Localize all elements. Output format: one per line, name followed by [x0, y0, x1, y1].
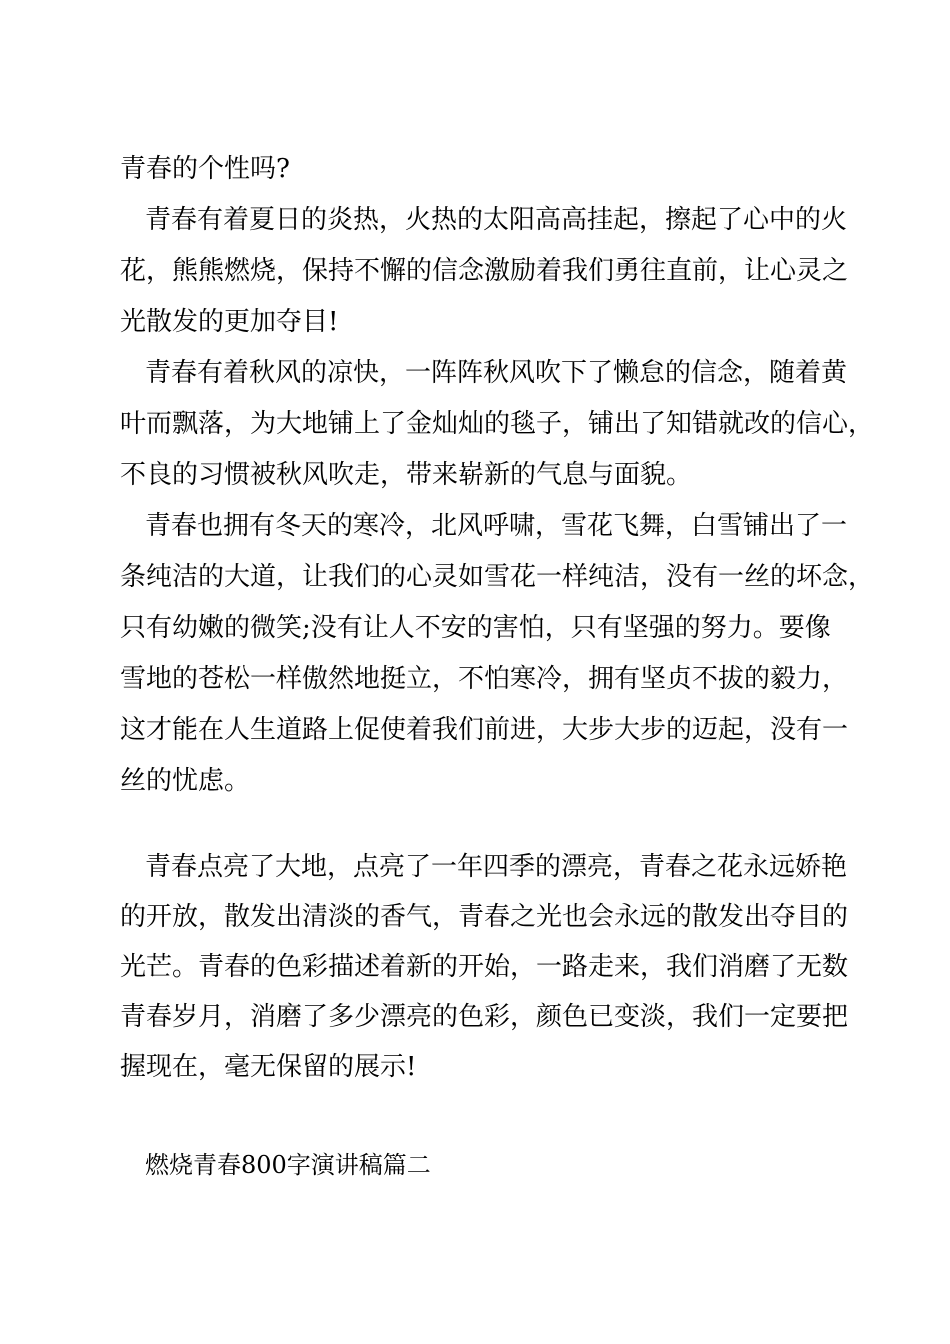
text-line: 叶而飘落，为大地铺上了金灿灿的毯子，铺出了知错就改的信心，: [120, 409, 875, 439]
text-line: 雪地的苍松一样傲然地挺立，不怕寒冷，拥有坚贞不拔的毅力，: [120, 664, 849, 694]
text-line: 只有幼嫩的微笑;没有让人不安的害怕，只有坚强的努力。要像: [120, 613, 831, 643]
text-line: 的开放，散发出清淡的香气，青春之光也会永远的散发出夺目的: [120, 902, 849, 932]
text-line: 青春点亮了大地，点亮了一年四季的漂亮，青春之花永远娇艳: [145, 852, 848, 882]
section-heading: 燃烧青春800字演讲稿篇二: [145, 1151, 431, 1179]
text-line: 握现在，毫无保留的展示!: [120, 1052, 417, 1082]
text-line: 青春有着秋风的凉快，一阵阵秋风吹下了懒怠的信念，随着黄: [145, 358, 848, 388]
text-line: 不良的习惯被秋风吹走，带来崭新的气息与面貌。: [120, 460, 693, 490]
text-line: 光散发的更加夺目!: [120, 307, 339, 337]
text-line: 青春的个性吗?: [120, 154, 290, 184]
text-line: 花，熊熊燃烧，保持不懈的信念激励着我们勇往直前，让心灵之: [120, 256, 849, 286]
text-line: 青春也拥有冬天的寒冷，北风呼啸，雪花飞舞，白雪铺出了一: [145, 511, 848, 541]
text-line: 青春岁月，消磨了多少漂亮的色彩，颜色已变淡，我们一定要把: [120, 1002, 849, 1032]
text-line: 丝的忧虑。: [120, 766, 251, 796]
text-line: 青春有着夏日的炎热，火热的太阳高高挂起，擦起了心中的火: [145, 205, 848, 235]
text-line: 这才能在人生道路上促使着我们前进，大步大步的迈起，没有一: [120, 715, 849, 745]
text-line: 条纯洁的大道，让我们的心灵如雪花一样纯洁，没有一丝的坏念，: [120, 562, 875, 592]
text-line: 光芒。青春的色彩描述着新的开始，一路走来，我们消磨了无数: [120, 952, 849, 982]
